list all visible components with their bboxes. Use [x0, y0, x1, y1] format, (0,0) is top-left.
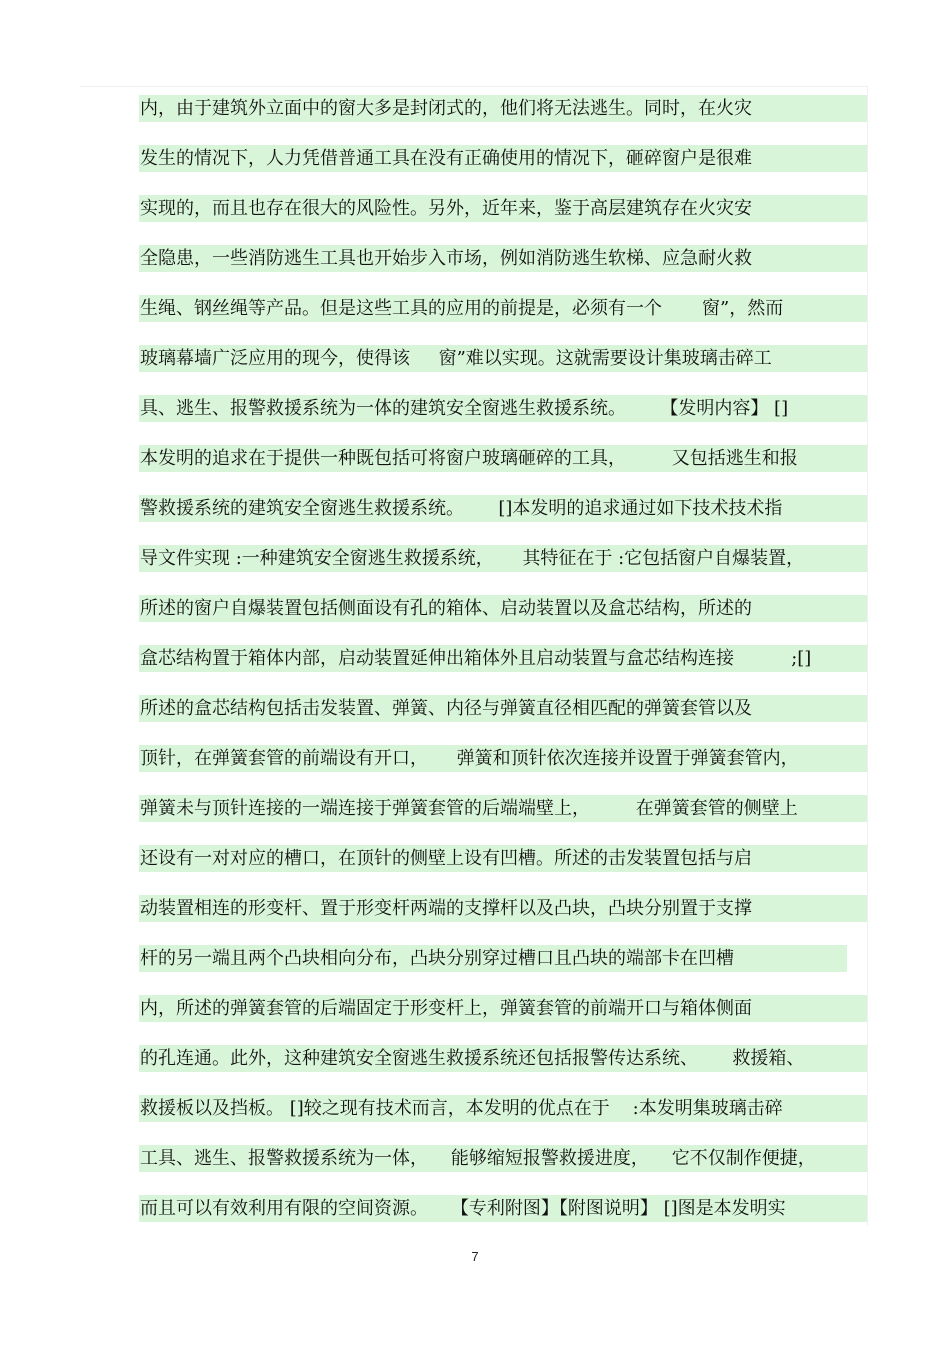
- text-line: 的孔连通。此外，这种建筑安全窗逃生救援系统还包括报警传达系统、 救援箱、: [139, 1045, 867, 1072]
- text-line: 发生的情况下，人力凭借普通工具在没有正确使用的情况下，砸碎窗户是很难: [139, 145, 867, 172]
- text-line: 工具、逃生、报警救援系统为一体， 能够缩短报警救援进度， 它不仅制作便捷，: [139, 1145, 867, 1172]
- text-line: 全隐患，一些消防逃生工具也开始步入市场，例如消防逃生软梯、应急耐火救: [139, 245, 867, 272]
- page-number: 7: [471, 1249, 479, 1264]
- text-line: 救援板以及挡板。 []较之现有技术而言，本发明的优点在于 :本发明集玻璃击碎: [139, 1095, 867, 1122]
- text-line: 盒芯结构置于箱体内部，启动装置延伸出箱体外且启动装置与盒芯结构连接 ;[]: [139, 645, 867, 672]
- text-line: 所述的窗户自爆装置包括侧面设有孔的箱体、启动装置以及盒芯结构，所述的: [139, 595, 867, 622]
- text-line: 而且可以有效利用有限的空间资源。 【专利附图】【附图说明】 []图是本发明实: [139, 1195, 867, 1222]
- text-line: 导文件实现 :一种建筑安全窗逃生救援系统， 其特征在于 :它包括窗户自爆装置，: [139, 545, 867, 572]
- text-line: 本发明的追求在于提供一种既包括可将窗户玻璃砸碎的工具， 又包括逃生和报: [139, 445, 867, 472]
- text-line: 内，由于建筑外立面中的窗大多是封闭式的，他们将无法逃生。同时，在火灾: [139, 95, 867, 122]
- text-line: 所述的盒芯结构包括击发装置、弹簧、内径与弹簧直径相匹配的弹簧套管以及: [139, 695, 867, 722]
- text-line: 顶针，在弹簧套管的前端设有开口， 弹簧和顶针依次连接并设置于弹簧套管内，: [139, 745, 867, 772]
- text-line: 还设有一对对应的槽口，在顶针的侧壁上设有凹槽。所述的击发装置包括与启: [139, 845, 867, 872]
- text-line: 杆的另一端且两个凸块相向分布，凸块分别穿过槽口且凸块的端部卡在凹槽: [139, 945, 847, 972]
- text-line: 动装置相连的形变杆、置于形变杆两端的支撑杆以及凸块，凸块分别置于支撑: [139, 895, 867, 922]
- text-line: 弹簧未与顶针连接的一端连接于弹簧套管的后端端壁上， 在弹簧套管的侧壁上: [139, 795, 867, 822]
- text-line: 具、逃生、报警救援系统为一体的建筑安全窗逃生救援系统。 【发明内容】 []: [139, 395, 867, 422]
- text-line: 生绳、钢丝绳等产品。但是这些工具的应用的前提是，必须有一个 窗”，然而: [139, 295, 867, 322]
- text-line: 实现的，而且也存在很大的风险性。另外，近年来，鉴于高层建筑存在火灾安: [139, 195, 867, 222]
- text-line: 警救援系统的建筑安全窗逃生救援系统。 []本发明的追求通过如下技术技术指: [139, 495, 867, 522]
- text-line: 玻璃幕墙广泛应用的现今，使得该 窗”难以实现。这就需要设计集玻璃击碎工: [139, 345, 867, 372]
- text-line: 内，所述的弹簧套管的后端固定于形变杆上，弹簧套管的前端开口与箱体侧面: [139, 995, 867, 1022]
